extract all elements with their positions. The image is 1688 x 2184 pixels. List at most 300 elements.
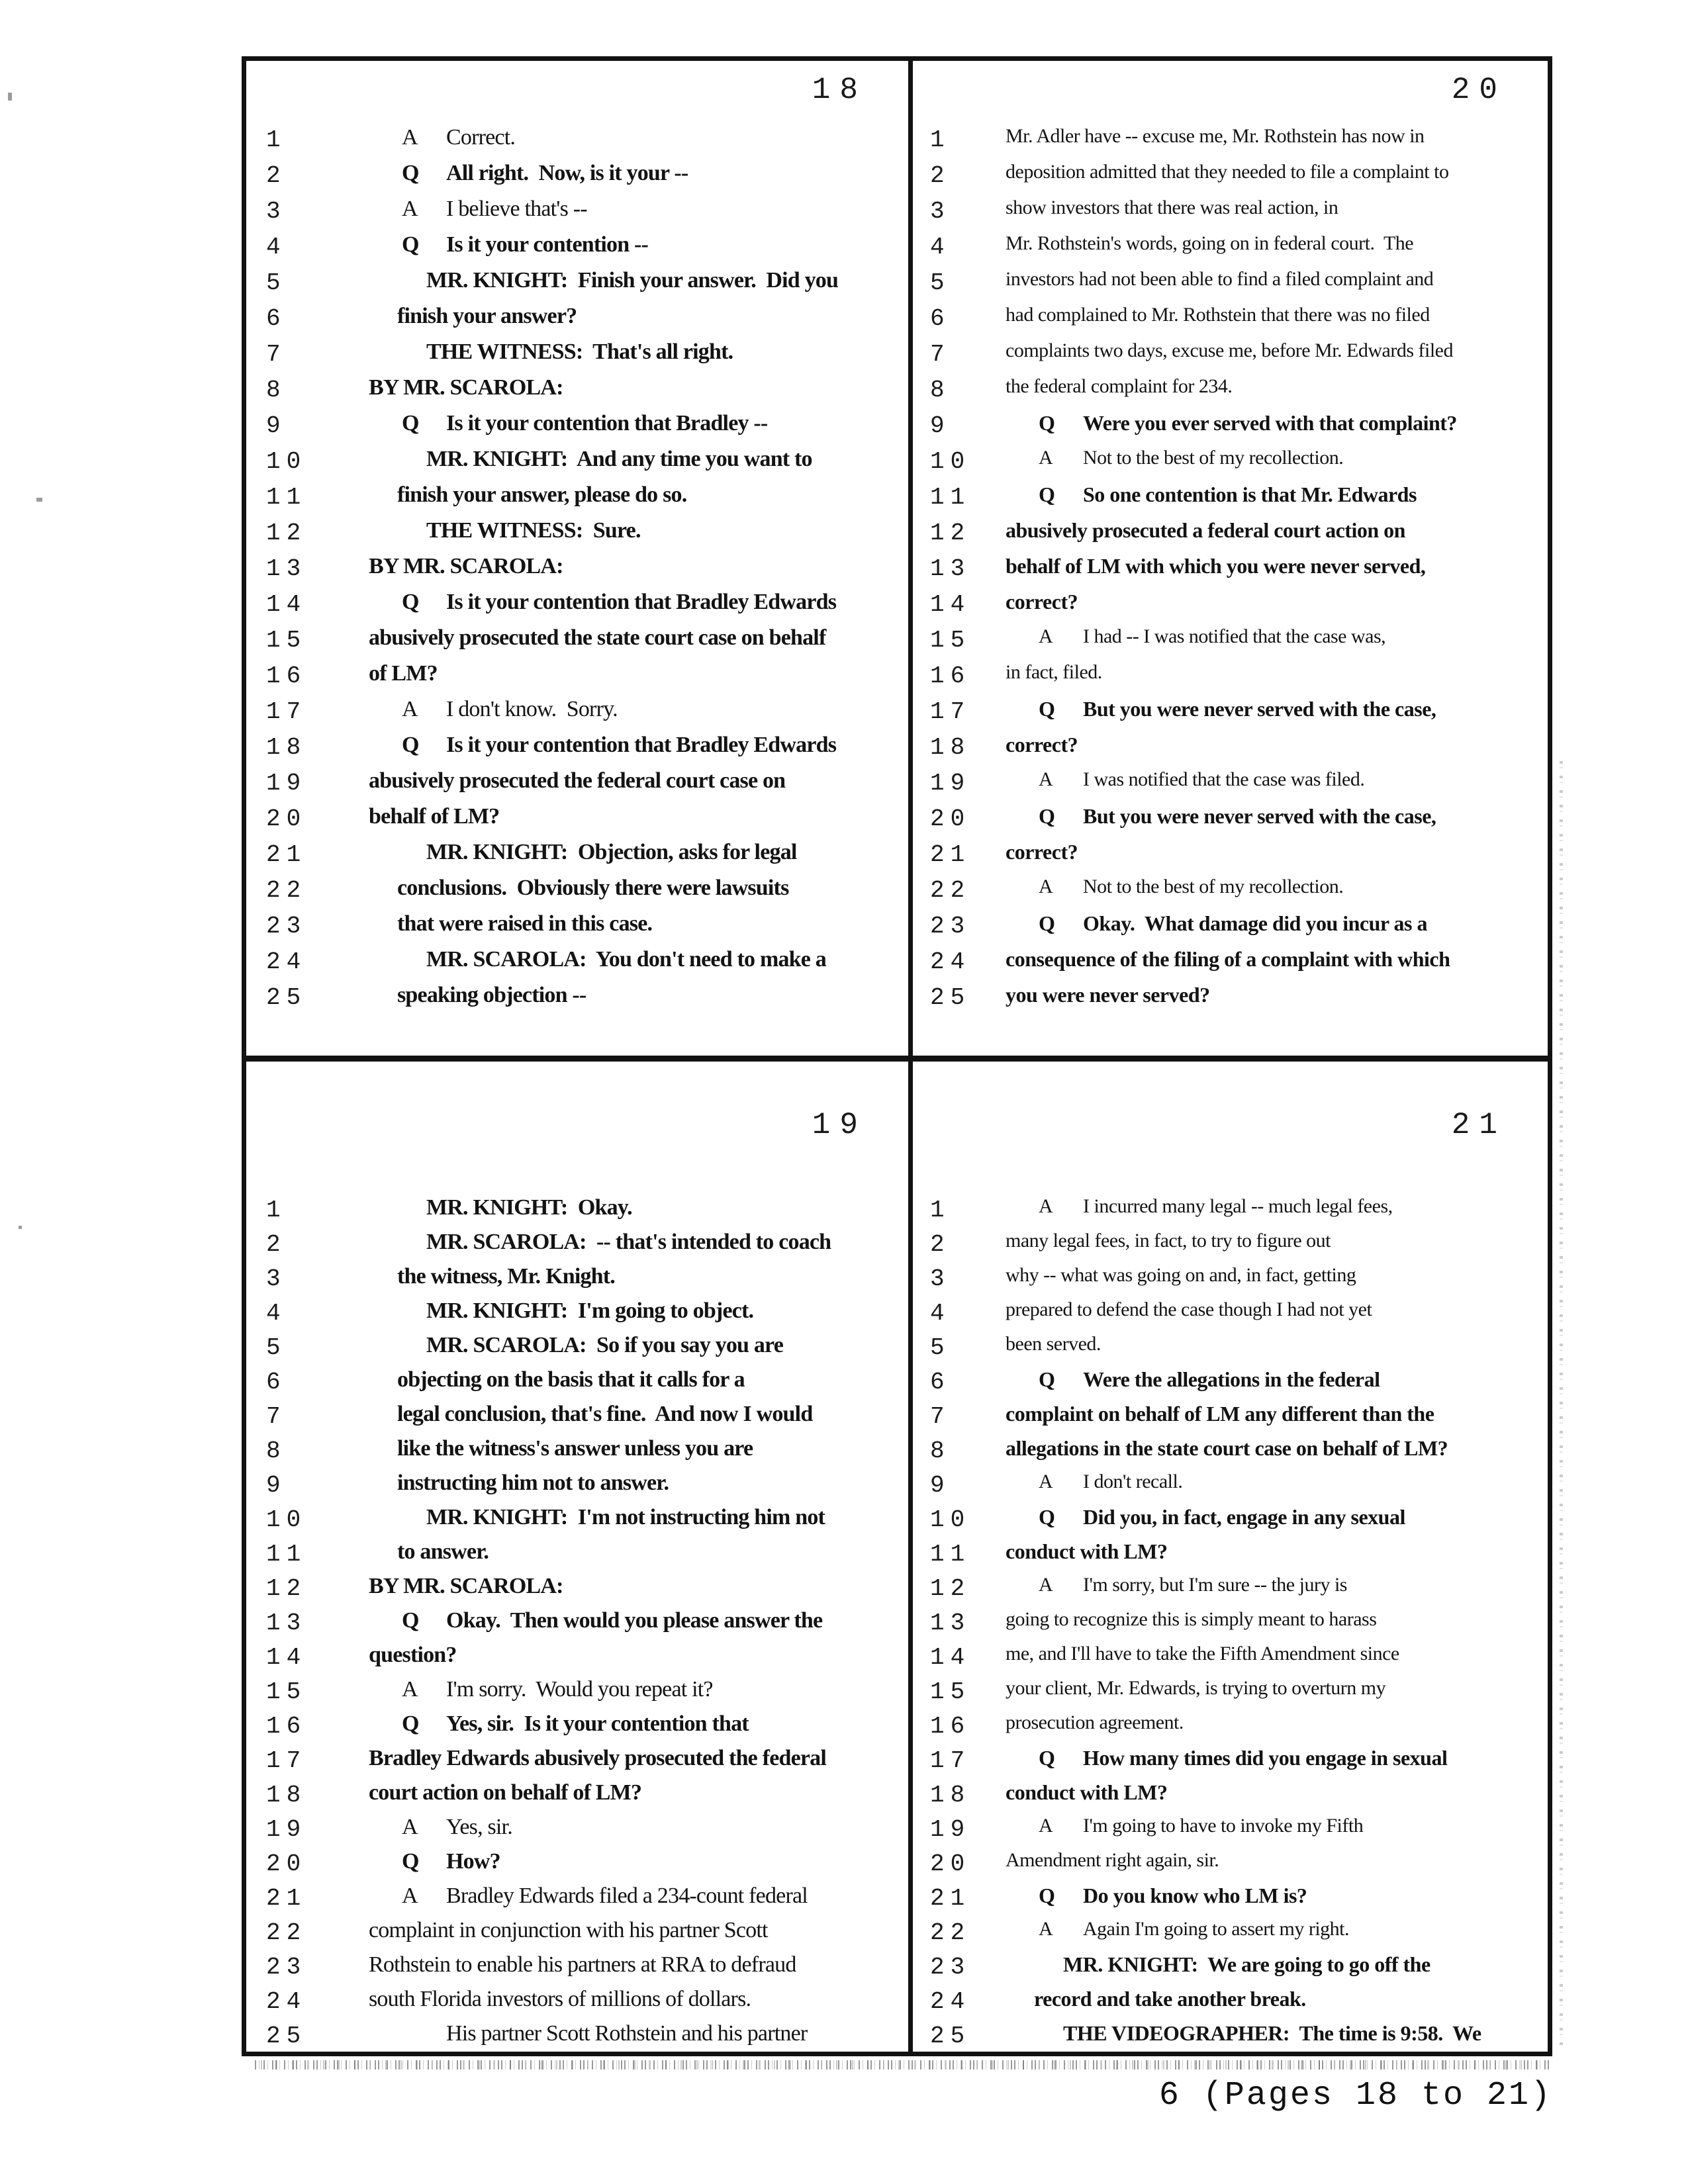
line-text: Do you know who LM is? [1083, 1884, 1307, 1907]
transcript-line [913, 1951, 1548, 1985]
line-number: 20 [930, 805, 971, 833]
transcript-line [913, 1985, 1548, 2020]
line-text: MR. SCAROLA: You don't need to make a [426, 947, 826, 972]
line-text: south Florida investors of millions of dollars. [369, 1987, 751, 2011]
line-text: I believe that's -- [446, 197, 587, 221]
line-text: THE WITNESS: That's all right. [426, 340, 733, 364]
transcript-line [246, 1504, 908, 1538]
line-text: Not to the best of my recollection. [1083, 447, 1344, 469]
transcript-line [246, 267, 908, 302]
line-number: 3 [266, 1265, 287, 1293]
line-number: 15 [266, 627, 307, 654]
line-text: the federal complaint for 234. [1006, 375, 1233, 397]
page-number: 19 [812, 1108, 867, 1142]
line-number: 25 [266, 2023, 307, 2050]
page-number: 18 [812, 73, 867, 107]
line-text: Not to the best of my recollection. [1083, 876, 1344, 897]
transcript-line [246, 874, 908, 910]
qa-letter: Q [1039, 911, 1055, 935]
line-text: I incurred many legal -- much legal fees, [1083, 1195, 1393, 1217]
transcript-line [913, 2020, 1548, 2052]
line-number: 20 [266, 805, 307, 833]
line-text: Is it your contention that Bradley Edwards [446, 733, 837, 757]
qa-letter: Q [1039, 1746, 1055, 1770]
line-text: MR. KNIGHT: We are going to go off the [1063, 1952, 1430, 1976]
line-number: 17 [930, 1747, 971, 1774]
line-text: His partner Scott Rothstein and his partner [446, 2021, 808, 2046]
transcript-line [913, 1400, 1548, 1435]
line-text: Yes, sir. [446, 1815, 512, 1839]
line-text: I'm sorry. Would you repeat it? [446, 1677, 713, 1702]
transcript-line [246, 445, 908, 481]
line-text: Mr. Rothstein's words, going on in federal court. The [1006, 232, 1414, 254]
qa-letter: Q [1039, 1505, 1055, 1529]
line-number: 5 [930, 1334, 951, 1361]
line-text: prepared to defend the case though I had not yet [1006, 1298, 1372, 1320]
transcript-line [246, 731, 908, 767]
transcript-line [913, 1538, 1548, 1572]
transcript-line [246, 1745, 908, 1779]
line-text: Were you ever served with that complaint? [1083, 411, 1457, 435]
line-text: prosecution agreement. [1006, 1711, 1184, 1733]
line-number: 19 [930, 770, 971, 797]
line-text: BY MR. SCAROLA: [369, 1574, 563, 1598]
line-number: 22 [266, 877, 307, 904]
line-text: All right. Now, is it your -- [446, 161, 688, 185]
line-text: I'm going to have to invoke my Fifth [1083, 1815, 1364, 1837]
line-text: Is it your contention that Bradley -- [446, 411, 768, 435]
line-number: 9 [266, 1472, 287, 1499]
line-number: 6 [930, 1369, 951, 1396]
line-number: 15 [266, 1678, 307, 1706]
transcript-line [913, 1710, 1548, 1745]
line-text: conclusions. Obviously there were lawsuits [397, 876, 789, 900]
transcript-line [913, 803, 1548, 839]
transcript-line [246, 910, 908, 946]
line-text: Amendment right again, sir. [1006, 1849, 1219, 1871]
qa-letter: A [402, 1677, 418, 1702]
line-text: been served. [1006, 1333, 1101, 1355]
qa-letter: A [402, 697, 418, 721]
line-number: 23 [930, 913, 971, 940]
line-text: MR. KNIGHT: I'm not instructing him not [426, 1505, 825, 1529]
line-number: 3 [930, 198, 951, 225]
line-number: 12 [266, 520, 307, 547]
line-number: 21 [930, 841, 971, 868]
scan-edge-artifacts [1560, 761, 1563, 2048]
line-text: THE WITNESS: Sure. [426, 518, 641, 543]
transcript-line [913, 517, 1548, 553]
line-text: legal conclusion, that's fine. And now I would [397, 1402, 813, 1426]
transcript-line [246, 553, 908, 588]
line-text: complaints two days, excuse me, before Mr. Edwards filed [1006, 340, 1453, 361]
line-number: 3 [930, 1265, 951, 1293]
qa-letter: A [402, 197, 418, 221]
transcript-line [913, 696, 1548, 731]
transcript-line [913, 624, 1548, 660]
line-number: 24 [930, 948, 971, 976]
transcript-line [913, 1848, 1548, 1882]
line-number: 18 [930, 1782, 971, 1809]
line-text: that were raised in this case. [397, 911, 653, 936]
line-number: 1 [930, 126, 951, 154]
qa-letter: Q [1039, 697, 1055, 721]
line-number: 15 [930, 1678, 971, 1706]
transcript-line [913, 1607, 1548, 1641]
transcript-line [246, 1848, 908, 1882]
qa-letter: A [402, 1815, 418, 1839]
line-number: 8 [266, 1437, 287, 1465]
line-number: 24 [266, 948, 307, 976]
qa-letter: A [1039, 1195, 1053, 1217]
line-text: show investors that there was real action, in [1006, 197, 1338, 218]
line-number: 8 [930, 1437, 951, 1465]
transcript-line [913, 159, 1548, 195]
transcript-line [913, 981, 1548, 1017]
line-number: 7 [930, 1403, 951, 1430]
qa-letter: Q [402, 1711, 419, 1736]
line-text: investors had not been able to find a filed complaint and [1006, 268, 1434, 290]
page-number: 20 [1451, 73, 1507, 107]
line-number: 16 [266, 662, 307, 690]
transcript-line [246, 1676, 908, 1710]
transcript-line [246, 1332, 908, 1366]
line-text: deposition admitted that they needed to file a complaint to [1006, 161, 1449, 183]
transcript-line [913, 195, 1548, 231]
line-number: 19 [266, 1816, 307, 1843]
line-number: 13 [930, 1610, 971, 1637]
transcript-line [246, 1400, 908, 1435]
line-number: 20 [930, 1850, 971, 1878]
line-number: 11 [266, 1541, 307, 1568]
transcript-line [246, 1194, 908, 1228]
line-number: 25 [930, 2023, 971, 2050]
line-text: How many times did you engage in sexual [1083, 1746, 1448, 1770]
transcript-line [246, 1779, 908, 1813]
line-text: MR. KNIGHT: And any time you want to [426, 447, 812, 471]
transcript-line [246, 1263, 908, 1297]
line-text: I'm sorry, but I'm sure -- the jury is [1083, 1574, 1347, 1596]
line-text: Is it your contention -- [446, 232, 649, 257]
line-number: 2 [266, 162, 287, 189]
line-text: complaint on behalf of LM any different than the [1006, 1402, 1434, 1426]
qa-letter: A [1039, 1574, 1053, 1596]
transcript-line [246, 1297, 908, 1332]
line-number: 2 [930, 1231, 951, 1258]
transcript-line [913, 1332, 1548, 1366]
transcript-line [913, 767, 1548, 803]
line-number: 4 [266, 1300, 287, 1327]
line-text: correct? [1006, 590, 1078, 614]
scan-noise-strip [255, 2060, 1551, 2070]
transcript-page-19 [246, 1062, 908, 2052]
line-number: 21 [266, 841, 307, 868]
transcript-line [246, 624, 908, 660]
transcript-line [913, 588, 1548, 624]
transcript-line [246, 1951, 908, 1985]
qa-letter: A [1039, 625, 1053, 647]
line-text: behalf of LM with which you were never served, [1006, 554, 1426, 578]
transcript-line [246, 803, 908, 839]
transcript-line [246, 588, 908, 624]
line-number: 12 [930, 1575, 971, 1602]
transcript-line [246, 660, 908, 696]
line-number: 23 [266, 1954, 307, 1981]
line-number: 12 [266, 1575, 307, 1602]
line-number: 9 [930, 412, 951, 439]
transcript-line [246, 1985, 908, 2020]
line-number: 10 [266, 448, 307, 475]
line-text: like the witness's answer unless you are [397, 1436, 753, 1461]
transcript-lines [246, 124, 908, 1017]
line-text: Rothstein to enable his partners at RRA to defraud [369, 1952, 796, 1977]
qa-letter: A [402, 125, 418, 150]
line-number: 22 [930, 1919, 971, 1946]
transcript-line [246, 1882, 908, 1917]
line-text: I had -- I was notified that the case was, [1083, 625, 1386, 647]
transcript-line [913, 1504, 1548, 1538]
transcript-line [246, 1641, 908, 1676]
transcript-line [913, 1469, 1548, 1504]
line-text: Okay. Then would you please answer the [446, 1608, 823, 1633]
qa-letter: A [402, 1884, 418, 1908]
qa-letter: Q [1039, 482, 1055, 506]
transcript-line [913, 1676, 1548, 1710]
qa-letter: Q [402, 1849, 419, 1874]
line-text: MR. SCAROLA: -- that's intended to coach [426, 1230, 831, 1254]
line-number: 2 [266, 1231, 287, 1258]
line-text: finish your answer, please do so. [397, 482, 687, 507]
line-text: correct? [1006, 733, 1078, 756]
line-text: I don't recall. [1083, 1471, 1183, 1492]
line-number: 16 [930, 662, 971, 690]
transcript-lines [913, 124, 1548, 1017]
scan-speck [36, 498, 42, 502]
transcript-line [913, 910, 1548, 946]
line-number: 10 [930, 448, 971, 475]
transcript-line [246, 481, 908, 517]
line-text: Is it your contention that Bradley Edwards [446, 590, 837, 614]
transcript-line [913, 1745, 1548, 1779]
line-text: behalf of LM? [369, 804, 500, 829]
transcript-grid-border [242, 56, 1552, 2056]
line-number: 2 [930, 162, 951, 189]
transcript-line [913, 1263, 1548, 1297]
qa-letter: Q [1039, 1884, 1055, 1907]
line-number: 10 [266, 1506, 307, 1533]
line-number: 4 [266, 234, 287, 261]
transcript-lines [913, 1194, 1548, 2052]
line-number: 17 [266, 698, 307, 725]
line-text: BY MR. SCAROLA: [369, 375, 563, 400]
line-text: I don't know. Sorry. [446, 697, 618, 721]
transcript-line [246, 1607, 908, 1641]
line-number: 22 [930, 877, 971, 904]
line-text: MR. KNIGHT: Okay. [426, 1195, 632, 1220]
line-text: MR. KNIGHT: I'm going to object. [426, 1298, 754, 1323]
line-text: Yes, sir. Is it your contention that [446, 1711, 749, 1736]
line-text: Bradley Edwards filed a 234-count federal [446, 1884, 808, 1908]
line-text: had complained to Mr. Rothstein that there was no filed [1006, 304, 1430, 326]
line-text: correct? [1006, 840, 1078, 864]
line-text: finish your answer? [397, 304, 577, 328]
transcript-line [246, 195, 908, 231]
line-number: 11 [930, 1541, 971, 1568]
scan-speck [8, 93, 12, 101]
line-number: 17 [930, 698, 971, 725]
line-text: many legal fees, in fact, to try to figure out [1006, 1230, 1331, 1251]
transcript-line [246, 231, 908, 267]
qa-letter: Q [1039, 1367, 1055, 1391]
line-text: court action on behalf of LM? [369, 1780, 642, 1805]
transcript-line [913, 731, 1548, 767]
transcript-line [246, 696, 908, 731]
line-number: 13 [266, 1610, 307, 1637]
line-text: Were the allegations in the federal [1083, 1367, 1380, 1391]
line-text: instructing him not to answer. [397, 1471, 669, 1495]
transcript-line [246, 1435, 908, 1469]
transcript-line [246, 839, 908, 874]
line-number: 3 [266, 198, 287, 225]
line-number: 7 [930, 341, 951, 368]
line-text: complaint in conjunction with his partner Scott [369, 1918, 768, 1942]
line-text: But you were never served with the case, [1083, 804, 1436, 828]
line-text: MR. SCAROLA: So if you say you are [426, 1333, 784, 1357]
qa-letter: Q [1039, 411, 1055, 435]
transcript-line [913, 1366, 1548, 1400]
transcript-line [246, 1813, 908, 1848]
line-number: 4 [930, 1300, 951, 1327]
transcript-line [246, 1228, 908, 1263]
transcript-line [246, 1469, 908, 1504]
line-number: 6 [930, 305, 951, 332]
line-text: me, and I'll have to take the Fifth Amendment since [1006, 1643, 1399, 1664]
transcript-line [913, 445, 1548, 481]
transcript-line [246, 946, 908, 981]
line-number: 16 [930, 1713, 971, 1740]
transcript-line [246, 517, 908, 553]
transcript-line [913, 338, 1548, 374]
line-text: consequence of the filing of a complaint with which [1006, 947, 1450, 971]
line-number: 13 [266, 555, 307, 582]
transcript-line [246, 1710, 908, 1745]
line-number: 20 [266, 1850, 307, 1878]
line-text: Bradley Edwards abusively prosecuted the federal [369, 1746, 827, 1770]
line-number: 7 [266, 341, 287, 368]
transcript-line [913, 374, 1548, 410]
qa-letter: Q [402, 232, 419, 257]
line-number: 23 [930, 1954, 971, 1981]
qa-letter: Q [402, 411, 419, 435]
line-number: 9 [266, 412, 287, 439]
line-number: 13 [930, 555, 971, 582]
line-text: abusively prosecuted the federal court case on [369, 768, 786, 793]
line-number: 24 [930, 1988, 971, 2015]
line-number: 6 [266, 305, 287, 332]
line-number: 18 [266, 734, 307, 761]
line-number: 1 [266, 126, 287, 154]
line-text: Did you, in fact, engage in any sexual [1083, 1505, 1405, 1529]
line-text: why -- what was going on and, in fact, getting [1006, 1264, 1356, 1286]
transcript-line [246, 1538, 908, 1572]
transcript-line [913, 124, 1548, 159]
transcript-line [246, 410, 908, 445]
line-number: 14 [930, 1644, 971, 1671]
line-text: of LM? [369, 661, 438, 686]
transcript-line [246, 1917, 908, 1951]
qa-letter: Q [402, 590, 419, 614]
transcript-page-20 [913, 61, 1548, 1056]
qa-letter: A [1039, 1471, 1053, 1492]
line-text: in fact, filed. [1006, 661, 1102, 683]
line-number: 8 [930, 377, 951, 404]
transcript-line [913, 231, 1548, 267]
transcript-line [246, 374, 908, 410]
line-text: Correct. [446, 125, 516, 150]
transcript-line [913, 1813, 1548, 1848]
transcript-page-18 [246, 61, 908, 1056]
qa-letter: A [1039, 447, 1053, 469]
transcript-page-21 [913, 1062, 1548, 2052]
qa-letter: A [1039, 876, 1053, 897]
line-text: objecting on the basis that it calls for a [397, 1367, 745, 1392]
transcript-lines [246, 1194, 908, 2052]
line-text: allegations in the state court case on behalf of LM? [1006, 1436, 1448, 1460]
transcript-line [246, 124, 908, 159]
line-number: 9 [930, 1472, 951, 1499]
horizontal-divider [246, 1056, 1548, 1062]
line-text: going to recognize this is simply meant to harass [1006, 1608, 1377, 1630]
transcript-line [246, 1366, 908, 1400]
line-text: Okay. What damage did you incur as a [1083, 911, 1427, 935]
transcript-line [913, 1228, 1548, 1263]
transcript-line [913, 1917, 1548, 1951]
transcript-line [913, 1297, 1548, 1332]
line-text: But you were never served with the case, [1083, 697, 1436, 721]
transcript-line [913, 1779, 1548, 1813]
transcript-line [246, 1572, 908, 1607]
line-number: 7 [266, 1403, 287, 1430]
transcript-line [913, 1194, 1548, 1228]
line-number: 14 [266, 591, 307, 618]
transcript-line [913, 267, 1548, 302]
transcript-line [913, 1882, 1548, 1917]
line-number: 12 [930, 520, 971, 547]
line-number: 4 [930, 234, 951, 261]
line-number: 19 [266, 770, 307, 797]
transcript-line [246, 302, 908, 338]
line-text: MR. KNIGHT: Objection, asks for legal [426, 840, 797, 864]
line-number: 16 [266, 1713, 307, 1740]
transcript-line [913, 660, 1548, 696]
qa-letter: Q [1039, 804, 1055, 828]
line-number: 5 [930, 269, 951, 296]
page-number: 21 [1451, 1108, 1507, 1142]
line-number: 5 [266, 1334, 287, 1361]
qa-letter: Q [402, 1608, 419, 1633]
line-text: question? [369, 1643, 457, 1667]
transcript-line [246, 767, 908, 803]
line-text: THE VIDEOGRAPHER: The time is 9:58. We [1063, 2021, 1481, 2045]
qa-letter: Q [402, 733, 419, 757]
line-text: I was notified that the case was filed. [1083, 768, 1365, 790]
line-number: 18 [930, 734, 971, 761]
line-text: So one contention is that Mr. Edwards [1083, 482, 1417, 506]
line-number: 15 [930, 627, 971, 654]
line-number: 1 [266, 1197, 287, 1224]
line-text: abusively prosecuted a federal court action on [1006, 518, 1405, 542]
condensed-page-footer: 6 (Pages 18 to 21) [1158, 2077, 1552, 2115]
